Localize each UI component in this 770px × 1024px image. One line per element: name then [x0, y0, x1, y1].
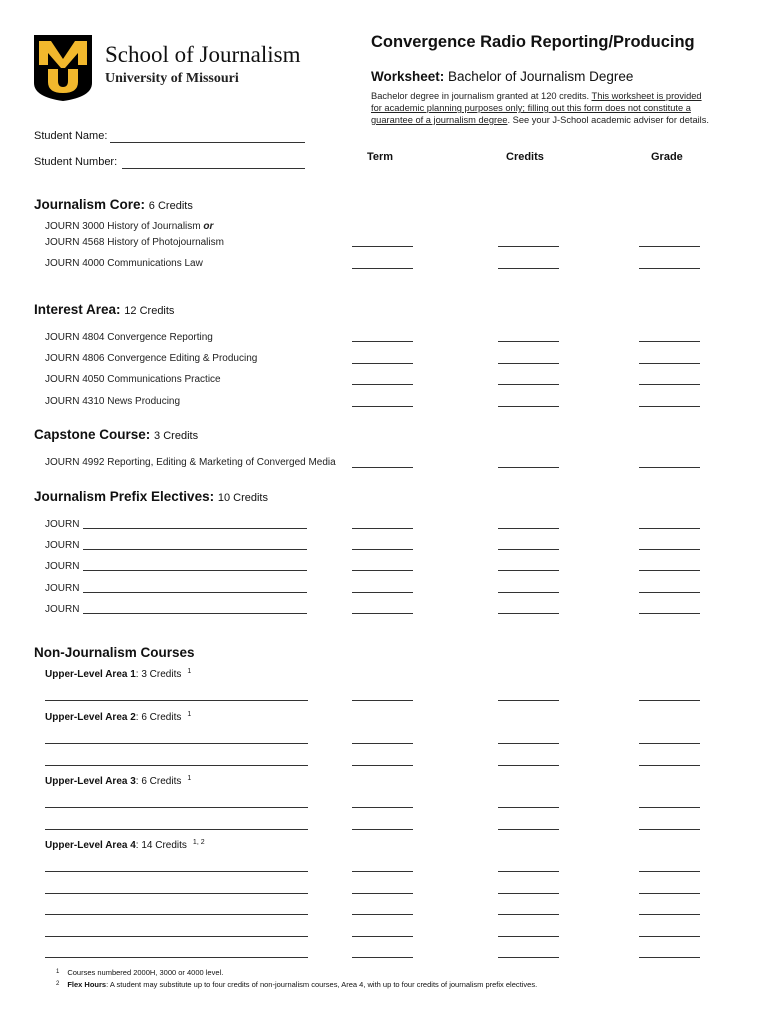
course-name-field[interactable] — [83, 592, 307, 593]
course-name-field[interactable] — [45, 829, 308, 830]
grade-field[interactable] — [639, 549, 700, 550]
term-field[interactable] — [352, 549, 413, 550]
student-number-field[interactable] — [122, 168, 305, 169]
term-field[interactable] — [352, 700, 413, 701]
credits-field[interactable] — [498, 914, 559, 915]
worksheet-value: Bachelor of Journalism Degree — [448, 69, 634, 84]
section-non-journalism: Non-Journalism Courses — [34, 645, 195, 660]
term-field[interactable] — [352, 613, 413, 614]
grade-field[interactable] — [639, 829, 700, 830]
credits-field[interactable] — [498, 893, 559, 894]
credits-field[interactable] — [498, 549, 559, 550]
credits-field[interactable] — [498, 829, 559, 830]
course-name-field[interactable] — [83, 570, 307, 571]
grade-field[interactable] — [639, 528, 700, 529]
term-field[interactable] — [352, 871, 413, 872]
credits-field[interactable] — [498, 871, 559, 872]
term-field[interactable] — [352, 829, 413, 830]
credits-field[interactable] — [498, 467, 559, 468]
school-name: School of Journalism — [105, 42, 301, 67]
credits-field[interactable] — [498, 570, 559, 571]
course-name-field[interactable] — [45, 700, 308, 701]
term-field[interactable] — [352, 914, 413, 915]
term-field[interactable] — [352, 341, 413, 342]
student-number-label: Student Number: — [34, 156, 118, 168]
area2-label: Upper-Level Area 2: 6 Credits $^1$ — [45, 711, 192, 723]
area4-label: Upper-Level Area 4: 14 Credits $^{1, 2}$ — [45, 839, 205, 851]
grade-field[interactable] — [639, 914, 700, 915]
note-underlined-1: This worksheet is provided — [591, 91, 702, 101]
worksheet-line — [371, 69, 633, 84]
grade-field[interactable] — [639, 363, 700, 364]
note-underlined-2: for academic planning purposes only; filling out this form does not constitute a — [371, 103, 691, 113]
term-field[interactable] — [352, 893, 413, 894]
credits-field[interactable] — [498, 341, 559, 342]
grade-field[interactable] — [639, 592, 700, 593]
course-name-field[interactable] — [45, 914, 308, 915]
grade-field[interactable] — [639, 893, 700, 894]
footnote-2: $^2$ Flex Hours: A student may substitute up to four credits of non-journalism courses, Area 4, with up to four credits of journalism prefix electives. — [56, 980, 538, 989]
course-name-field[interactable] — [45, 957, 308, 958]
credits-field[interactable] — [498, 807, 559, 808]
course-name-field[interactable] — [45, 743, 308, 744]
credits-field[interactable] — [498, 363, 559, 364]
course-name-field[interactable] — [45, 893, 308, 894]
elective-prefix: JOURN — [45, 604, 80, 615]
note-tail: . See your J-School academic adviser for details. — [507, 115, 709, 125]
grade-field[interactable] — [639, 246, 700, 247]
column-grade: Grade — [651, 151, 683, 163]
grade-field[interactable] — [639, 743, 700, 744]
section-prefix-electives: Journalism Prefix Electives: 10 Credits — [34, 489, 268, 504]
grade-field[interactable] — [639, 807, 700, 808]
grade-field[interactable] — [639, 936, 700, 937]
interest-course: JOURN 4804 Convergence Reporting — [45, 332, 213, 343]
credits-field[interactable] — [498, 936, 559, 937]
elective-prefix: JOURN — [45, 561, 80, 572]
course-name-field[interactable] — [83, 549, 307, 550]
term-field[interactable] — [352, 363, 413, 364]
term-field[interactable] — [352, 936, 413, 937]
grade-field[interactable] — [639, 765, 700, 766]
term-field[interactable] — [352, 268, 413, 269]
credits-field[interactable] — [498, 765, 559, 766]
course-name-field[interactable] — [45, 936, 308, 937]
mizzou-logo — [34, 35, 92, 101]
credits-field[interactable] — [498, 246, 559, 247]
section-journalism-core: Journalism Core: 6 Credits — [34, 197, 193, 212]
planning-note — [371, 90, 709, 126]
credits-field[interactable] — [498, 384, 559, 385]
term-field[interactable] — [352, 528, 413, 529]
core-course-history: JOURN 3000 History of Journalism or — [45, 221, 214, 232]
section-interest-area: Interest Area: 12 Credits — [34, 302, 175, 317]
interest-course: JOURN 4310 News Producing — [45, 396, 181, 407]
university-name: University of Missouri — [105, 71, 239, 86]
term-field[interactable] — [352, 384, 413, 385]
term-field[interactable] — [352, 765, 413, 766]
grade-field[interactable] — [639, 341, 700, 342]
note-underlined-3: guarantee of a journalism degree — [371, 115, 508, 125]
credits-field[interactable] — [498, 268, 559, 269]
grade-field[interactable] — [639, 871, 700, 872]
grade-field[interactable] — [639, 700, 700, 701]
credits-field[interactable] — [498, 700, 559, 701]
area3-label: Upper-Level Area 3: 6 Credits $^1$ — [45, 775, 192, 787]
term-field[interactable] — [352, 467, 413, 468]
grade-field[interactable] — [639, 957, 700, 958]
elective-prefix: JOURN — [45, 583, 80, 594]
course-name-field[interactable] — [45, 765, 308, 766]
term-field[interactable] — [352, 743, 413, 744]
section-capstone: Capstone Course: 3 Credits — [34, 427, 199, 442]
area1-label: Upper-Level Area 1: 3 Credits $^1$ — [45, 668, 192, 680]
term-field[interactable] — [352, 406, 413, 407]
term-field[interactable] — [352, 957, 413, 958]
credits-field[interactable] — [498, 592, 559, 593]
elective-prefix: JOURN — [45, 540, 80, 551]
grade-field[interactable] — [639, 613, 700, 614]
column-term: Term — [367, 151, 394, 163]
credits-field[interactable] — [498, 957, 559, 958]
footnote-1: $^1$ Courses numbered 2000H, 3000 or 4000 level. — [56, 968, 224, 977]
page-title: Convergence Radio Reporting/Producing — [371, 33, 695, 51]
grade-field[interactable] — [639, 384, 700, 385]
term-field[interactable] — [352, 246, 413, 247]
note-plain: Bachelor degree in journalism granted at 120 credits. — [371, 91, 592, 101]
core-course-photojournalism: JOURN 4568 History of Photojournalism — [45, 237, 224, 248]
student-name-label: Student Name: — [34, 130, 108, 142]
interest-course: JOURN 4806 Convergence Editing & Producing — [45, 353, 258, 364]
grade-field[interactable] — [639, 467, 700, 468]
credits-field[interactable] — [498, 613, 559, 614]
capstone-course: JOURN 4992 Reporting, Editing & Marketing of Converged Media — [45, 457, 336, 468]
course-name-field[interactable] — [83, 613, 307, 614]
interest-course: JOURN 4050 Communications Practice — [45, 374, 221, 385]
course-name-field[interactable] — [45, 871, 308, 872]
core-course-law: JOURN 4000 Communications Law — [45, 258, 203, 269]
term-field[interactable] — [352, 570, 413, 571]
student-name-field[interactable] — [110, 142, 305, 143]
elective-prefix: JOURN — [45, 519, 80, 530]
term-field[interactable] — [352, 592, 413, 593]
grade-field[interactable] — [639, 406, 700, 407]
term-field[interactable] — [352, 807, 413, 808]
worksheet-label: Worksheet: — [371, 69, 445, 84]
course-name-field[interactable] — [45, 807, 308, 808]
course-name-field[interactable] — [83, 528, 307, 529]
grade-field[interactable] — [639, 570, 700, 571]
grade-field[interactable] — [639, 268, 700, 269]
credits-field[interactable] — [498, 743, 559, 744]
credits-field[interactable] — [498, 528, 559, 529]
column-credits: Credits — [506, 151, 544, 163]
credits-field[interactable] — [498, 406, 559, 407]
